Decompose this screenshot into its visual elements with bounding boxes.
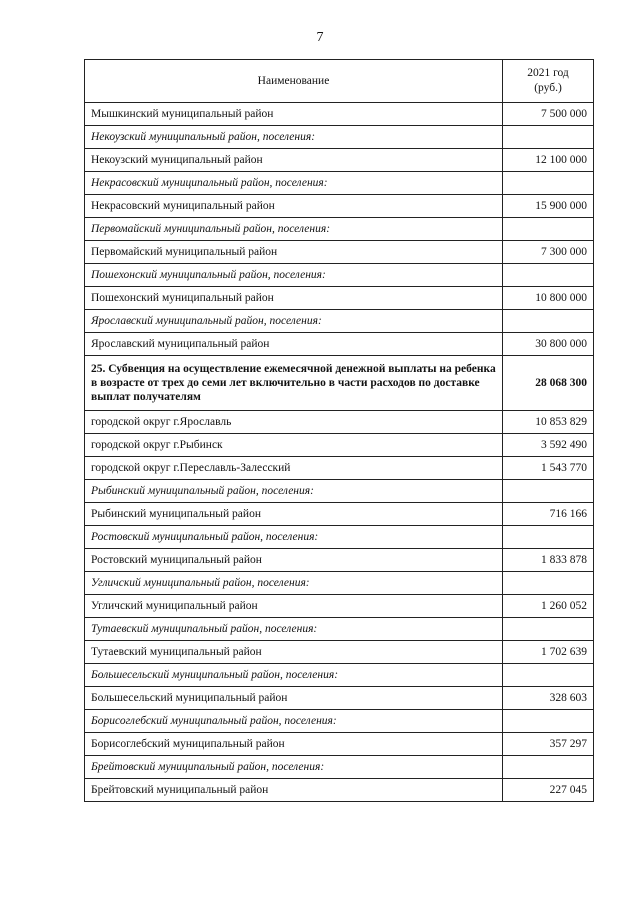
row-value-cell: 1 833 878 bbox=[503, 549, 594, 572]
district-heading-row bbox=[85, 618, 594, 641]
district-heading-row bbox=[85, 218, 594, 241]
row-value-cell bbox=[503, 264, 594, 287]
row-name-cell: Рыбинский муниципальный район bbox=[85, 503, 503, 526]
year-label: 2021 год bbox=[527, 67, 569, 79]
table-row bbox=[85, 333, 594, 356]
row-value-cell: 10 800 000 bbox=[503, 287, 594, 310]
row-name-cell: Брейтовский муниципальный район bbox=[85, 779, 503, 802]
row-value-cell bbox=[503, 310, 594, 333]
table-row bbox=[85, 287, 594, 310]
row-name-cell: Некрасовский муниципальный район bbox=[85, 195, 503, 218]
row-name-cell: Рыбинский муниципальный район, поселения: bbox=[85, 480, 503, 503]
row-name-cell: городской округ г.Ярославль bbox=[85, 411, 503, 434]
district-heading-row bbox=[85, 572, 594, 595]
row-value-cell bbox=[503, 572, 594, 595]
district-heading-row bbox=[85, 172, 594, 195]
row-name-cell: городской округ г.Переславль-Залесский bbox=[85, 457, 503, 480]
budget-table bbox=[84, 59, 594, 802]
row-name-cell: Первомайский муниципальный район bbox=[85, 241, 503, 264]
table-header-row bbox=[85, 60, 594, 103]
row-name-cell: Некоузский муниципальный район bbox=[85, 149, 503, 172]
row-value-cell bbox=[503, 618, 594, 641]
row-name-cell: Тутаевский муниципальный район, поселения: bbox=[85, 618, 503, 641]
row-name-cell: Пошехонский муниципальный район, поселения: bbox=[85, 264, 503, 287]
row-name-cell: Угличский муниципальный район, поселения: bbox=[85, 572, 503, 595]
row-value-cell: 227 045 bbox=[503, 779, 594, 802]
table-row bbox=[85, 549, 594, 572]
row-value-cell bbox=[503, 710, 594, 733]
row-name-cell: Большесельский муниципальный район bbox=[85, 687, 503, 710]
row-value-cell: 28 068 300 bbox=[503, 356, 594, 411]
row-name-cell: Угличский муниципальный район bbox=[85, 595, 503, 618]
row-name-cell: Брейтовский муниципальный район, поселения: bbox=[85, 756, 503, 779]
row-value-cell bbox=[503, 172, 594, 195]
row-name-cell: Тутаевский муниципальный район bbox=[85, 641, 503, 664]
district-heading-row bbox=[85, 664, 594, 687]
table-row bbox=[85, 779, 594, 802]
row-name-cell: 25. Субвенция на осуществление ежемесячной денежной выплаты на ребенка в возрасте от трех до семи лет включительно в части расходов по доставке выплат получателям bbox=[85, 356, 503, 411]
district-heading-row bbox=[85, 526, 594, 549]
table-row bbox=[85, 149, 594, 172]
row-value-cell: 328 603 bbox=[503, 687, 594, 710]
table-row bbox=[85, 195, 594, 218]
row-value-cell: 7 300 000 bbox=[503, 241, 594, 264]
row-value-cell: 10 853 829 bbox=[503, 411, 594, 434]
row-name-cell: городской округ г.Рыбинск bbox=[85, 434, 503, 457]
table-row bbox=[85, 733, 594, 756]
row-name-cell: Борисоглебский муниципальный район, поселения: bbox=[85, 710, 503, 733]
row-value-cell: 15 900 000 bbox=[503, 195, 594, 218]
row-value-cell: 1 702 639 bbox=[503, 641, 594, 664]
row-value-cell bbox=[503, 664, 594, 687]
row-name-cell: Мышкинский муниципальный район bbox=[85, 103, 503, 126]
row-name-cell: Пошехонский муниципальный район bbox=[85, 287, 503, 310]
row-value-cell: 1 260 052 bbox=[503, 595, 594, 618]
row-value-cell: 357 297 bbox=[503, 733, 594, 756]
row-value-cell: 716 166 bbox=[503, 503, 594, 526]
row-value-cell: 12 100 000 bbox=[503, 149, 594, 172]
district-heading-row bbox=[85, 480, 594, 503]
row-value-cell bbox=[503, 756, 594, 779]
row-value-cell bbox=[503, 218, 594, 241]
row-value-cell: 1 543 770 bbox=[503, 457, 594, 480]
row-name-cell: Ярославский муниципальный район bbox=[85, 333, 503, 356]
table-row bbox=[85, 457, 594, 480]
table-row bbox=[85, 103, 594, 126]
table-row bbox=[85, 687, 594, 710]
table-row bbox=[85, 241, 594, 264]
unit-label: (руб.) bbox=[534, 82, 562, 94]
district-heading-row bbox=[85, 710, 594, 733]
district-heading-row bbox=[85, 310, 594, 333]
row-name-cell: Первомайский муниципальный район, поселения: bbox=[85, 218, 503, 241]
row-value-cell bbox=[503, 526, 594, 549]
row-name-cell: Борисоглебский муниципальный район bbox=[85, 733, 503, 756]
name-column-header: Наименование bbox=[85, 60, 503, 103]
row-name-cell: Ростовский муниципальный район bbox=[85, 549, 503, 572]
table-row bbox=[85, 411, 594, 434]
row-name-cell: Ярославский муниципальный район, поселения: bbox=[85, 310, 503, 333]
row-name-cell: Ростовский муниципальный район, поселения: bbox=[85, 526, 503, 549]
district-heading-row bbox=[85, 264, 594, 287]
table-body bbox=[85, 103, 594, 802]
section-row bbox=[85, 356, 594, 411]
table-row bbox=[85, 595, 594, 618]
row-value-cell: 30 800 000 bbox=[503, 333, 594, 356]
row-name-cell: Большесельский муниципальный район, поселения: bbox=[85, 664, 503, 687]
table-row bbox=[85, 641, 594, 664]
row-value-cell: 3 592 490 bbox=[503, 434, 594, 457]
row-value-cell: 7 500 000 bbox=[503, 103, 594, 126]
table-row bbox=[85, 434, 594, 457]
row-value-cell bbox=[503, 480, 594, 503]
row-name-cell: Некоузский муниципальный район, поселения: bbox=[85, 126, 503, 149]
table-row bbox=[85, 503, 594, 526]
district-heading-row bbox=[85, 126, 594, 149]
year-column-header bbox=[503, 60, 594, 103]
row-value-cell bbox=[503, 126, 594, 149]
district-heading-row bbox=[85, 756, 594, 779]
page-number: 7 bbox=[316, 30, 324, 45]
row-name-cell: Некрасовский муниципальный район, поселения: bbox=[85, 172, 503, 195]
